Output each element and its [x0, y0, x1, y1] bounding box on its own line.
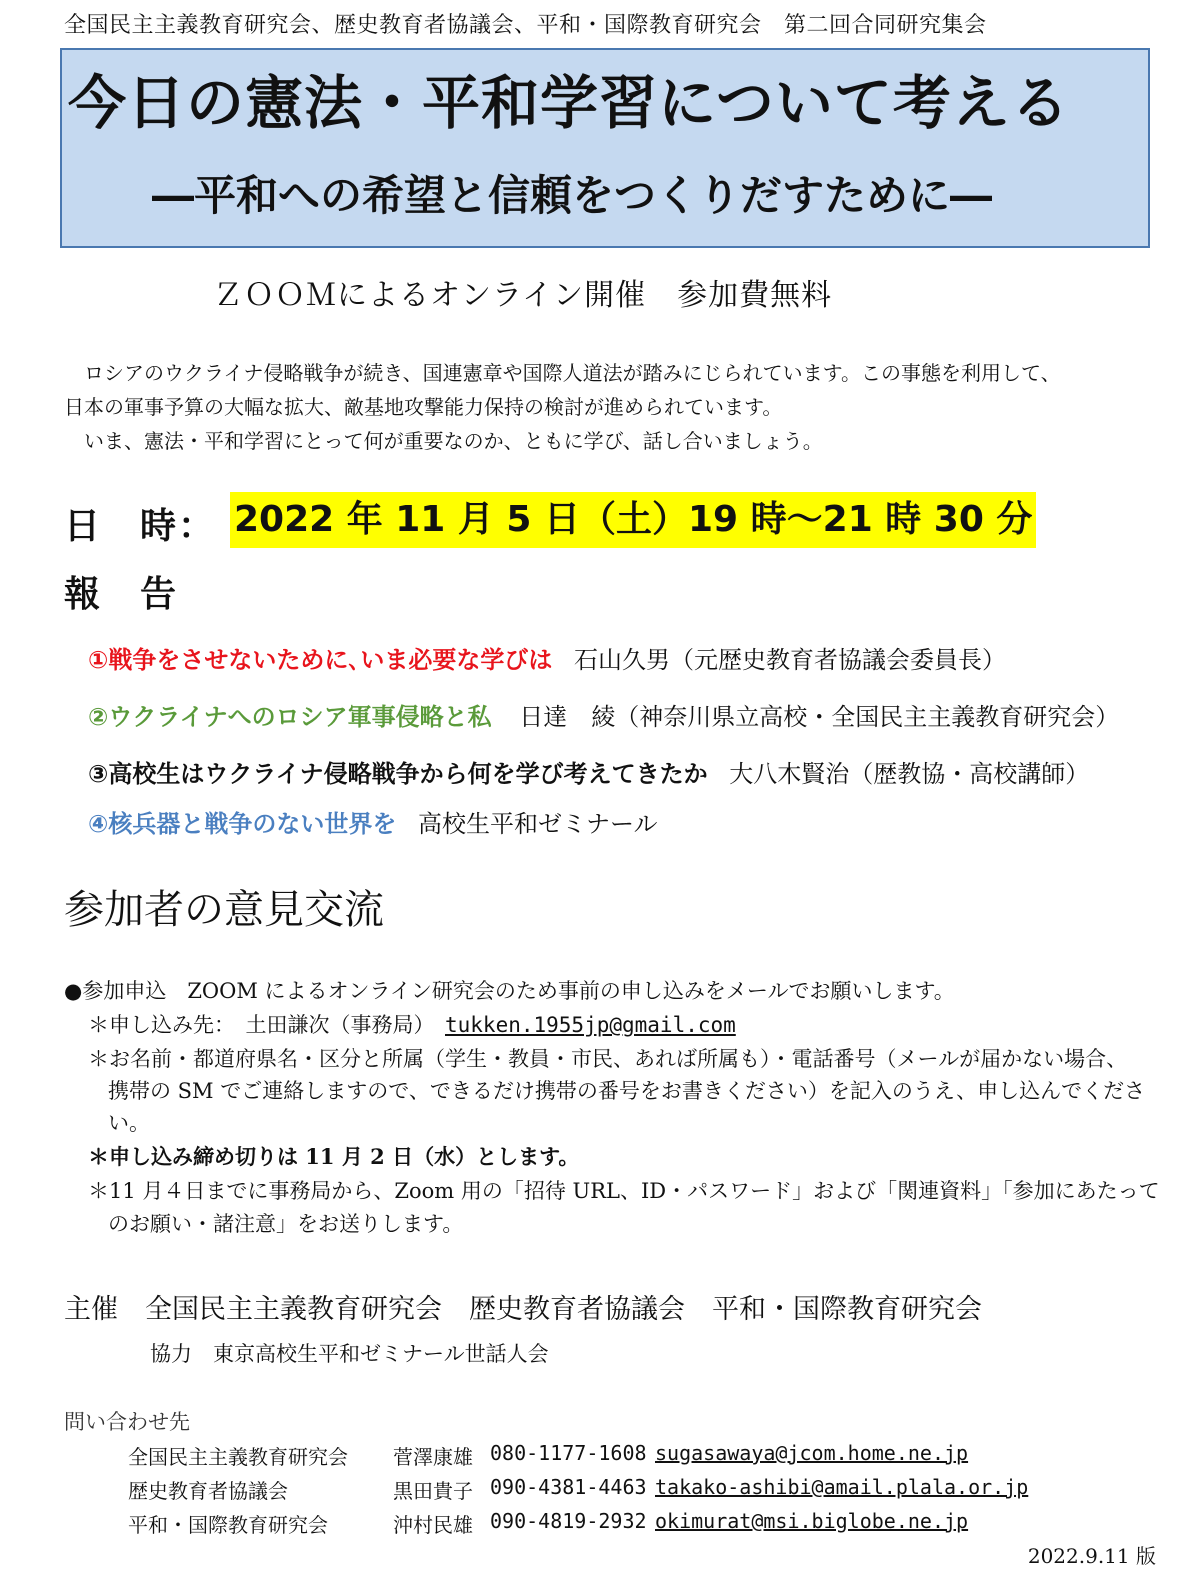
report-item — [88, 697, 1119, 732]
exchange-heading: 参加者の意見交流 — [64, 887, 384, 933]
contact-phone: 090-4819-2932 — [490, 1509, 647, 1533]
contact-heading: 問い合わせ先 — [64, 1410, 190, 1434]
contact-org: 歴史教育者協議会 — [128, 1479, 288, 1503]
report-speaker: 大八木賢治（歴教協・高校講師） — [729, 760, 1090, 788]
report-item — [88, 754, 1089, 789]
apply-deadline: ＊申し込み締め切りは 11 月 2 日（水）とします。 — [88, 1144, 580, 1169]
report-speaker: 石山久男（元歴史教育者協議会委員長） — [573, 646, 1006, 674]
apply-line: ●参加申込 ZOOM によるオンライン研究会のため事前の申し込みをメールでお願いします。 — [64, 979, 955, 1003]
apply-detail: ＊お名前・都道府県名・区分と所属（学生・教員・市民、あれば所属も）・電話番号（メールが届かない場合、 — [88, 1047, 1128, 1071]
apply-notice: のお願い・諸注意」をお送りします。 — [108, 1212, 464, 1236]
contact-person: 菅澤康雄 — [393, 1445, 473, 1469]
contact-email[interactable]: takako-ashibi@amail.plala.or.jp — [655, 1475, 1029, 1499]
report-speaker: 高校生平和ゼミナール — [417, 810, 658, 838]
online-notice: ＺＯＯＭによるオンライン開催 参加費無料 — [213, 278, 833, 313]
cooperation: 協力 東京高校生平和ゼミナール世話人会 — [150, 1342, 549, 1366]
contact-org: 全国民主主義教育研究会 — [128, 1445, 348, 1469]
report-title: ③高校生はウクライナ侵略戦争から何を学び考えてきたか — [88, 760, 708, 788]
contact-person: 沖村民雄 — [393, 1513, 473, 1537]
report-item — [88, 640, 1006, 675]
header-line: 全国民主主義教育研究会、歴史教育者協議会、平和・国際教育研究会 第二回合同研究集会 — [64, 13, 987, 38]
contact-org: 平和・国際教育研究会 — [128, 1513, 328, 1537]
organizer: 主催 全国民主主義教育研究会 歴史教育者協議会 平和・国際教育研究会 — [64, 1294, 982, 1325]
version-label: 2022.9.11 版 — [1027, 1544, 1156, 1568]
report-title: ②ウクライナへのロシア軍事侵略と私 — [88, 703, 492, 731]
report-speaker: 日達 綾（神奈川県立高校・全国民主主義教育研究会） — [519, 703, 1120, 731]
intro-line: ロシアのウクライナ侵略戦争が続き、国連憲章や国際人道法が踏みにじられています。この事態を利用して、 — [64, 361, 1061, 385]
report-title: ①戦争をさせないために､いま必要な学びは — [88, 646, 553, 674]
apply-detail: い。 — [108, 1111, 150, 1135]
apply-detail: 携帯の SM でご連絡しますので、できるだけ携帯の番号をお書きください）を記入のうえ、申し込んでくださ — [108, 1079, 1146, 1103]
title-box — [60, 48, 1150, 248]
apply-to — [88, 1009, 736, 1039]
report-title: ④核兵器と戦争のない世界を — [88, 810, 397, 838]
contact-person: 黒田貴子 — [393, 1479, 473, 1503]
report-item — [88, 804, 658, 839]
intro-line: 日本の軍事予算の大幅な拡大、敵基地攻撃能力保持の検討が進められています。 — [64, 395, 783, 419]
reports-label: 報 告 — [64, 574, 179, 615]
page-subtitle: ―平和への希望と信頼をつくりだすために― — [152, 171, 993, 220]
datetime-value: 2022 年 11 月 5 日（土）19 時～21 時 30 分 — [230, 492, 1036, 548]
contact-phone: 080-1177-1608 — [490, 1441, 647, 1465]
page-title: 今日の憲法・平和学習について考える — [68, 69, 1070, 137]
datetime-label: 日 時： — [64, 506, 217, 547]
contact-phone: 090-4381-4463 — [490, 1475, 647, 1499]
apply-email-link[interactable]: tukken.1955jp@gmail.com — [445, 1013, 736, 1037]
contact-email[interactable]: okimurat@msi.biglobe.ne.jp — [655, 1509, 969, 1533]
apply-to-label: ＊申し込み先： 土田謙次（事務局） — [88, 1013, 445, 1037]
intro-line: いま、憲法・平和学習にとって何が重要なのか、ともに学び、話し合いましょう。 — [64, 429, 823, 453]
apply-notice: ＊11 月４日までに事務局から、Zoom 用の「招待 URL、ID・パスワード」および「関連資料」「参加にあたって — [88, 1179, 1160, 1203]
contact-email[interactable]: sugasawaya@jcom.home.ne.jp — [655, 1441, 969, 1465]
